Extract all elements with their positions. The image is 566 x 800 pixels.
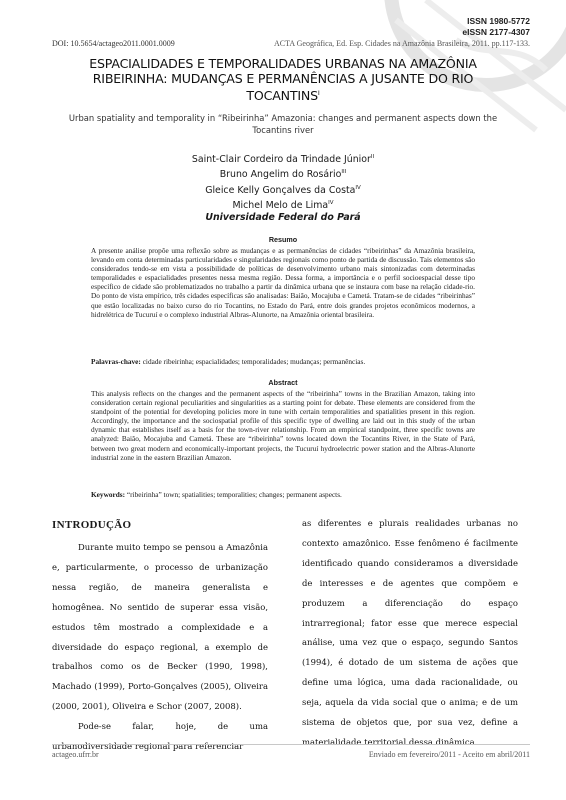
journal-citation: ACTA Geográfica, Ed. Esp. Cidades na Amazônia Brasileira, 2011. pp.117-133. bbox=[273, 39, 530, 48]
intro-paragraph-1: Durante muito tempo se pensou a Amazônia e, particularmente, o processo de urbanização nessa região, de maneira generalista e homogênea. No sentido de superar essa visão, estudos têm mostrado a complexidade e a diversidade do espaço regional, a exemplo de trabalhos como os de Becker (1990, 1998), Machado (1999), Porto-Gonçalves (2005), Oliveira (2000, 2001), Oliveira e Schor (2007, 2008). bbox=[52, 542, 268, 712]
resumo-keywords bbox=[91, 357, 475, 366]
author-2: Bruno Angelim do Rosário$^{III}$ bbox=[219, 169, 347, 181]
author-1: Saint-Clair Cordeiro da Trindade Júnior$^{II}$ bbox=[191, 154, 375, 166]
affiliation: Universidade Federal do Pará bbox=[205, 212, 361, 224]
author-3: Gleice Kelly Gonçalves da Costa$^{IV}$ bbox=[205, 184, 361, 196]
english-title: Urban spatiality and temporality in “Ribeirinha” Amazonia: changes and permanent aspects down the Tocantins river bbox=[68, 113, 498, 135]
intro-paragraph-2: Pode-se falar, hoje, de uma urbanodiversidade regional para referenciar bbox=[52, 721, 268, 752]
keywords-label-pt: Palavras-chave: bbox=[91, 357, 141, 366]
intro-right-column bbox=[302, 514, 518, 753]
keywords-pt: cidade ribeirinha; espacialidades; temporalidades; mudanças; permanências. bbox=[142, 357, 366, 366]
author-4: Michel Melo de Lima$^{IV}$ bbox=[232, 199, 334, 212]
issn-block bbox=[462, 16, 530, 37]
abstract-text: This analysis reflects on the changes and the permanent aspects of the “ribeirinha” towns in the Brazilian Amazon, taking into consideration certain regional peculiarities and singularities as a starting point for debate. These elements are considered from the standpoint of the potential for developing policies more in tune with certain temporalities and spatialities present in this region. Accordingly, the importance and the sociospatial profile of this specific type of dwelling are laid out in this study of the urban dynamic that establishes itself as a basis for the town-river relationship. From an empirical standpoint, three specific towns are analyzed: Baião, Mocajuba and Cametá. These are “ribeirinha” towns located down the Tocantins River, in the State of Pará, between two great modern and economically-important projects, the Tucuruí hydroelectric power station and the Albras-Alunorte industrial zone in the eastern Brazilian Amazon. bbox=[91, 389, 475, 462]
issn: ISSN 1980-5772 bbox=[467, 16, 530, 26]
intro-left-column bbox=[52, 538, 268, 757]
intro-heading: INTRODUÇÃO bbox=[52, 519, 132, 531]
keywords-label-en: Keywords: bbox=[91, 490, 126, 499]
abstract-keywords bbox=[91, 490, 475, 499]
title-footnote-marker[interactable]: I bbox=[317, 89, 320, 98]
footer-dates: Enviado em fevereiro/2011 - Aceito em abril/2011 bbox=[368, 750, 530, 759]
paper-title bbox=[60, 57, 506, 104]
author-list bbox=[100, 151, 466, 225]
intro-paragraph-3: as diferentes e plurais realidades urbanas no contexto amazônico. Esse fenômeno é facilmente identificado quando consideramos a diversidade de interesses e de agentes que compõem e produzem a diferenciação do espaço intrarregional; fator esse que merece especial análise, uma vez que o espaço, segundo Santos (1994), é dotado de um sistema de ações que define uma lógica, uma dada racionalidade, ou seja, aquela da vida social que o anima; e de um sistema de objetos que, por sua vez, define a materialidade territorial dessa dinâmica. bbox=[302, 518, 518, 747]
resumo-heading: Resumo bbox=[268, 235, 298, 244]
footer-site-link[interactable]: actageo.ufrr.br bbox=[52, 750, 99, 759]
resumo-text: A presente análise propõe uma reflexão sobre as mudanças e as permanências de cidades “ribeirinhas” da Amazônia brasileira, levando em conta determinadas particularidades e singularidades regionais como ponto de partida de discussão. Tais elementos são considerados tendo-se em vista a possibilidade de políticas de desenvolvimento urbano mais sintonizadas com determinadas temporalidades e espacialidades presentes nessa mesma região. Dessa forma, a importância e o perfil socioespacial desse tipo específico de cidade são problematizados no trabalho a partir da dinâmica urbana que se instaura com base na relação cidade-rio. Do ponto de vista empírico, três cidades específicas são analisadas: Baião, Mocajuba e Cametá. Tratam-se de cidades “ribeirinhas” que estão localizadas no baixo curso do rio Tocantins, no Estado do Pará, entre dois grandes projetos econômicos modernos, a hidrelétrica de Tucuruí e o complexo industrial Albras-Alunorte, na Amazônia oriental brasileira. bbox=[91, 246, 475, 319]
paper-title-text: ESPACIALIDADES E TEMPORALIDADES URBANAS NA AMAZÔNIA RIBEIRINHA: MUDANÇAS E PERMANÊNCIAS A JUSANTE DO RIO TOCANTINS bbox=[89, 56, 477, 104]
abstract-heading: Abstract bbox=[268, 378, 298, 387]
eissn: eISSN 2177-4307 bbox=[462, 26, 530, 37]
footer-divider bbox=[52, 744, 530, 745]
doi-link[interactable]: DOI: 10.5654/actageo2011.0001.0009 bbox=[52, 39, 175, 48]
keywords-en: “ribeirinha” town; spatialities; temporalities; changes; permanent aspects. bbox=[126, 490, 342, 499]
